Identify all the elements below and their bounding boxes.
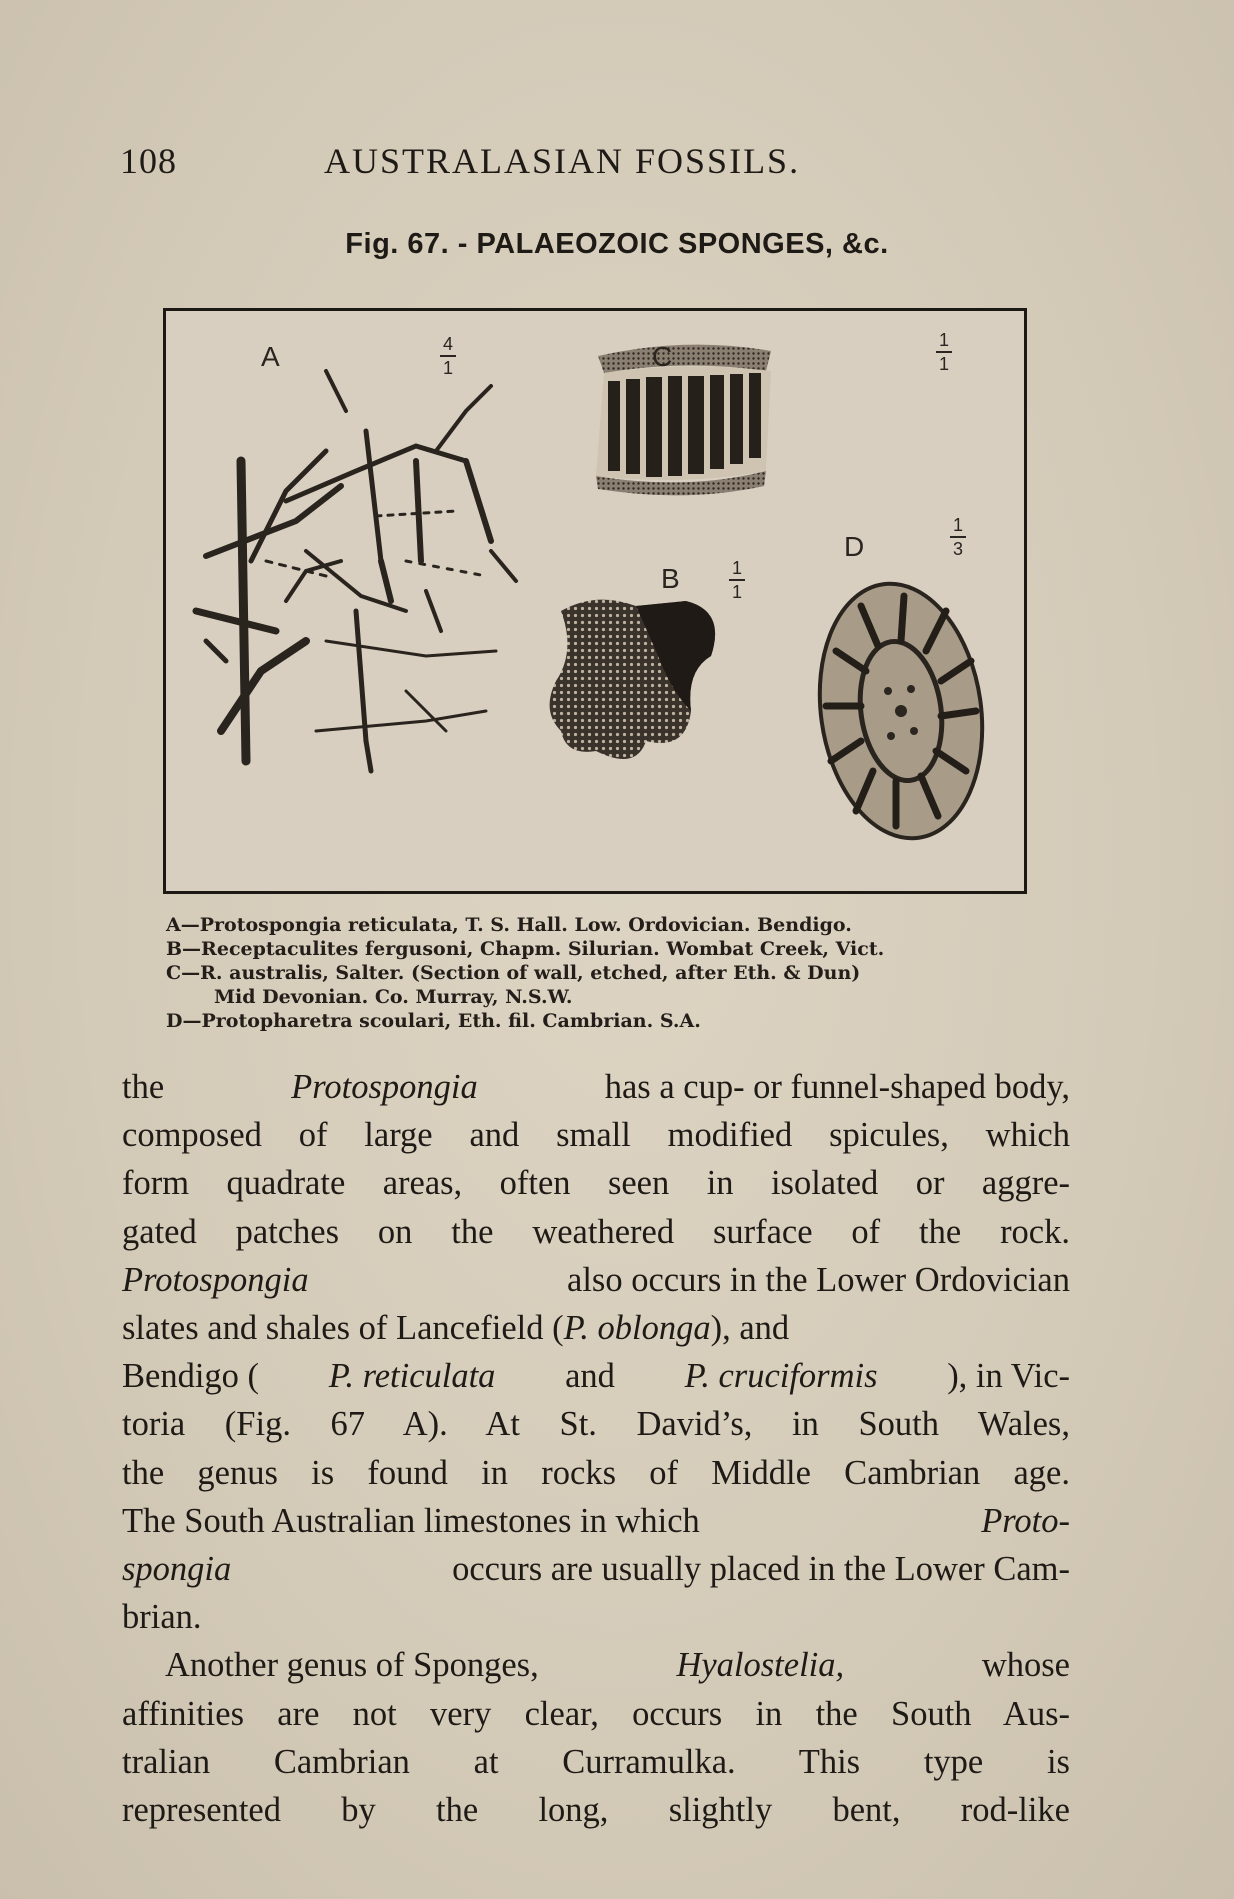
figure-caption bbox=[166, 913, 1066, 1033]
body-text bbox=[122, 1063, 1070, 1834]
scale-d: 1 3 bbox=[950, 516, 966, 558]
running-header bbox=[120, 140, 1070, 190]
label-c: C bbox=[652, 341, 673, 372]
label-b: B bbox=[661, 563, 680, 594]
text-line: Another genus of Sponges, Hyalostelia, whose bbox=[165, 1646, 1070, 1685]
fossil-illustration bbox=[166, 311, 1024, 891]
text-line: form quadrate areas, often seen in isolated or aggre- bbox=[122, 1164, 1070, 1203]
figure-plate bbox=[163, 308, 1027, 894]
text-line: slates and shales of Lancefield (P. oblonga), and bbox=[122, 1309, 790, 1348]
specimen-b-receptaculites-fergusoni bbox=[550, 600, 716, 759]
text-line: gated patches on the weathered surface of the rock. bbox=[122, 1212, 1070, 1251]
running-title: AUSTRALASIAN FOSSILS. bbox=[324, 141, 801, 181]
scale-b: 1 1 bbox=[729, 559, 745, 601]
caption-line-c: C—R. australis, Salter. (Section of wall, etched, after Eth. & Dun) bbox=[166, 962, 861, 984]
text-line: affinities are not very clear, occurs in the South Aus- bbox=[122, 1694, 1070, 1733]
text-line: The South Australian limestones in which Proto- bbox=[122, 1501, 1070, 1540]
caption-line-c-cont: Mid Devonian. Co. Murray, N.S.W. bbox=[214, 986, 573, 1008]
text-line: tralian Cambrian at Curramulka. This type is bbox=[122, 1742, 1070, 1781]
text-line: the genus is found in rocks of Middle Cambrian age. bbox=[122, 1453, 1070, 1492]
text-line: Bendigo ( P. reticulata and P. cruciformis ), in Vic- bbox=[122, 1357, 1070, 1396]
text-line: spongia occurs are usually placed in the Lower Cam- bbox=[122, 1550, 1070, 1589]
specimen-a-protospongia bbox=[196, 371, 516, 771]
scale-a: 4 1 bbox=[440, 335, 456, 377]
text-line: composed of large and small modified spicules, which bbox=[122, 1116, 1070, 1155]
text-line: the Protospongia has a cup- or funnel-shaped body, bbox=[122, 1068, 1070, 1106]
caption-line-b: B—Receptaculites fergusoni, Chapm. Silurian. Wombat Creek, Vict. bbox=[166, 938, 885, 960]
caption-line-d: D—Protopharetra scoulari, Eth. fil. Cambrian. S.A. bbox=[166, 1010, 701, 1032]
specimen-c-receptaculites-australis bbox=[596, 345, 771, 496]
figure-title: Fig. 67. - PALAEOZOIC SPONGES, &c. bbox=[345, 228, 889, 260]
specimen-d-protopharetra bbox=[804, 573, 998, 849]
text-line: Protospongia also occurs in the Lower Ordovician bbox=[122, 1260, 1070, 1299]
label-a: A bbox=[261, 341, 280, 372]
caption-line-a: A—Protospongia reticulata, T. S. Hall. Low. Ordovician. Bendigo. bbox=[166, 914, 852, 936]
text-line: brian. bbox=[122, 1598, 202, 1637]
text-line: represented by the long, slightly bent, rod-like bbox=[122, 1791, 1070, 1830]
page-number: 108 bbox=[120, 141, 177, 181]
text-line: toria (Fig. 67 A). At St. David’s, in South Wales, bbox=[122, 1405, 1070, 1444]
label-d: D bbox=[844, 531, 865, 562]
scale-c: 1 1 bbox=[936, 331, 952, 373]
